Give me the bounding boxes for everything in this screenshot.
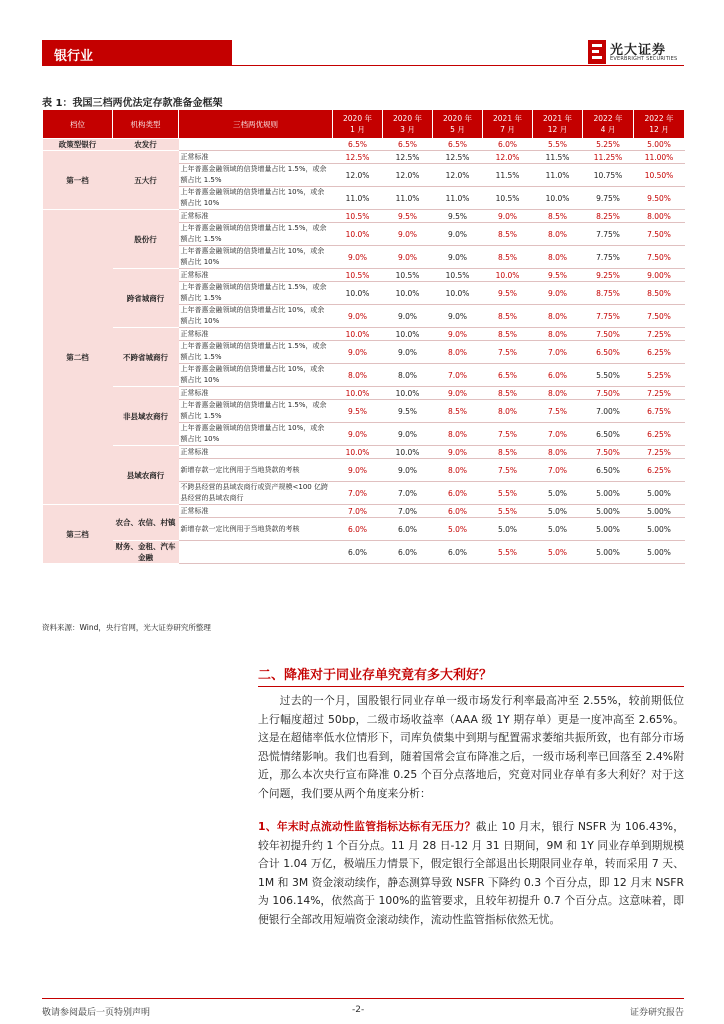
table-row bbox=[43, 139, 685, 151]
value-cell: 5.0% bbox=[533, 518, 583, 541]
table-caption: 表 1：我国三档两优法定存款准备金框架 bbox=[42, 98, 223, 109]
value-cell: 8.0% bbox=[433, 459, 483, 482]
tier-cell: 第一档 bbox=[43, 151, 113, 210]
value-cell: 11.0% bbox=[333, 187, 383, 210]
institution-cell: 股份行 bbox=[113, 210, 179, 269]
value-cell: 6.50% bbox=[583, 341, 634, 364]
value-cell: 6.0% bbox=[483, 139, 533, 151]
footer-report-type: 证券研究报告 bbox=[629, 1008, 684, 1018]
section-title: 二、降准对于同业存单究竟有多大利好？ bbox=[258, 668, 493, 683]
footer-disclaimer: 敬请参阅最后一页特别声明 bbox=[42, 1008, 151, 1018]
value-cell: 5.00% bbox=[634, 505, 685, 518]
value-cell: 7.50% bbox=[634, 223, 685, 246]
column-header: 档位 bbox=[43, 110, 113, 139]
value-cell: 5.5% bbox=[483, 541, 533, 564]
value-cell: 5.00% bbox=[583, 518, 634, 541]
tier-cell: 第二档 bbox=[43, 210, 113, 505]
value-cell: 5.0% bbox=[533, 505, 583, 518]
value-cell: 9.0% bbox=[433, 223, 483, 246]
rule-cell: 正常标准 bbox=[179, 151, 333, 164]
table-row bbox=[43, 210, 685, 223]
value-cell: 9.0% bbox=[333, 305, 383, 328]
rule-cell: 不跨县经营的县域农商行或资产规模<100 亿跨县经营的县域农商行 bbox=[179, 482, 333, 505]
tier-cell: 政策型银行 bbox=[43, 139, 113, 151]
value-cell: 7.50% bbox=[634, 305, 685, 328]
value-cell: 10.75% bbox=[583, 164, 634, 187]
brand-name: 光大证券 bbox=[610, 43, 667, 58]
value-cell: 11.0% bbox=[533, 164, 583, 187]
value-cell: 9.0% bbox=[433, 246, 483, 269]
value-cell: 9.5% bbox=[383, 210, 433, 223]
value-cell: 7.00% bbox=[583, 400, 634, 423]
rule-cell: 上年普惠金融领域的信贷增量占比 10%，或余额占比 10% bbox=[179, 305, 333, 328]
value-cell: 6.25% bbox=[634, 341, 685, 364]
value-cell: 8.5% bbox=[533, 210, 583, 223]
section-tag-bar bbox=[42, 40, 232, 66]
rule-cell bbox=[179, 541, 333, 564]
rule-cell: 新增存款一定比例用于当地贷款的考核 bbox=[179, 459, 333, 482]
table-body bbox=[43, 139, 685, 564]
table-row bbox=[43, 269, 685, 282]
value-cell: 10.5% bbox=[483, 187, 533, 210]
value-cell: 10.0% bbox=[533, 187, 583, 210]
paragraph-2 bbox=[258, 818, 684, 929]
value-cell: 12.5% bbox=[433, 151, 483, 164]
value-cell: 7.25% bbox=[634, 328, 685, 341]
value-cell: 5.5% bbox=[533, 139, 583, 151]
value-cell: 11.5% bbox=[533, 151, 583, 164]
value-cell: 7.50% bbox=[583, 328, 634, 341]
value-cell: 5.25% bbox=[583, 139, 634, 151]
value-cell: 10.0% bbox=[483, 269, 533, 282]
rule-cell: 上年普惠金融领域的信贷增量占比 10%，或余额占比 10% bbox=[179, 423, 333, 446]
value-cell: 9.5% bbox=[483, 282, 533, 305]
value-cell: 11.0% bbox=[433, 187, 483, 210]
value-cell: 8.0% bbox=[533, 328, 583, 341]
column-header: 2022 年 4 月 bbox=[583, 110, 634, 139]
rule-cell: 正常标准 bbox=[179, 387, 333, 400]
value-cell: 5.5% bbox=[483, 505, 533, 518]
value-cell: 8.5% bbox=[433, 400, 483, 423]
rule-cell: 上年普惠金融领域的信贷增量占比 1.5%，或余额占比 1.5% bbox=[179, 341, 333, 364]
value-cell: 11.25% bbox=[583, 151, 634, 164]
value-cell: 10.5% bbox=[333, 210, 383, 223]
value-cell: 10.0% bbox=[383, 446, 433, 459]
value-cell: 11.0% bbox=[383, 187, 433, 210]
value-cell: 6.25% bbox=[634, 459, 685, 482]
value-cell: 8.0% bbox=[533, 446, 583, 459]
institution-cell: 县域农商行 bbox=[113, 446, 179, 505]
value-cell: 9.0% bbox=[483, 210, 533, 223]
value-cell: 9.5% bbox=[533, 269, 583, 282]
value-cell: 8.0% bbox=[533, 305, 583, 328]
value-cell: 7.5% bbox=[483, 459, 533, 482]
value-cell: 6.5% bbox=[433, 139, 483, 151]
value-cell: 11.00% bbox=[634, 151, 685, 164]
value-cell: 6.5% bbox=[383, 139, 433, 151]
paragraph-2-lead: 1、年末时点流动性监管指标达标有无压力？ bbox=[258, 820, 476, 833]
section-rule bbox=[258, 686, 684, 687]
rule-cell: 正常标准 bbox=[179, 210, 333, 223]
value-cell: 5.0% bbox=[533, 541, 583, 564]
value-cell: 12.0% bbox=[383, 164, 433, 187]
value-cell: 6.0% bbox=[533, 364, 583, 387]
value-cell: 5.5% bbox=[483, 482, 533, 505]
value-cell: 6.5% bbox=[483, 364, 533, 387]
value-cell: 7.0% bbox=[333, 482, 383, 505]
rule-cell: 正常标准 bbox=[179, 328, 333, 341]
column-header: 2021 年 12 月 bbox=[533, 110, 583, 139]
value-cell: 8.5% bbox=[483, 305, 533, 328]
value-cell: 9.0% bbox=[333, 246, 383, 269]
tier-cell: 第三档 bbox=[43, 505, 113, 564]
value-cell: 7.75% bbox=[583, 246, 634, 269]
institution-cell: 农发行 bbox=[113, 139, 179, 151]
value-cell: 6.5% bbox=[333, 139, 383, 151]
value-cell: 9.0% bbox=[383, 305, 433, 328]
value-cell: 5.00% bbox=[583, 482, 634, 505]
value-cell: 7.50% bbox=[583, 387, 634, 400]
paragraph-2-body: 截止 10 月末，银行 NSFR 为 106.43%，较年初提升约 1 个百分点。11 月 28 日-12 月 31 日期间，9M 和 1Y 同业存单到期规模合计 1.04 万亿，极端压力情景下，假定银行全部退出长期限同业存单，转而采用 7 天、1M 和 3M 资金滚动续作，静态测算导致 NSFR 下降约 0.3 个百分点，即 12 月末 NSFR 为 106.14%，依然高于 100%的监管要求，且较年初提升 0.7 个百分点。这意味着，即便银行全部改用短端资金滚动续作，流动性监管指标依然无忧。 bbox=[258, 820, 685, 926]
value-cell: 8.0% bbox=[433, 423, 483, 446]
value-cell: 6.0% bbox=[383, 541, 433, 564]
value-cell: 5.00% bbox=[583, 541, 634, 564]
value-cell: 9.00% bbox=[634, 269, 685, 282]
paragraph-1: 过去的一个月，国股银行同业存单一级市场发行利率最高冲至 2.55%，较前期低位上行幅度超过 50bp，二级市场收益率（AAA 级 1Y 期存单）更是一度冲高至 2.65%。这是在超储率低水位情形下，司库负债集中到期与配置需求萎缩共振所致，也有部分市场恐慌情绪影响。我们也看到，随着国常会宣布降准之后，一级市场利率已回落至 2.4%附近，那么本次央行宣布降准 0.25 个百分点落地后，究竟对同业存单有多大利好？对于这个问题，我们要从两个角度来分析： bbox=[258, 694, 684, 800]
value-cell: 9.50% bbox=[634, 187, 685, 210]
value-cell: 7.75% bbox=[583, 305, 634, 328]
column-header: 2021 年 7 月 bbox=[483, 110, 533, 139]
column-header: 2020 年 3 月 bbox=[383, 110, 433, 139]
value-cell: 9.0% bbox=[433, 305, 483, 328]
value-cell: 12.0% bbox=[333, 164, 383, 187]
value-cell: 7.0% bbox=[533, 341, 583, 364]
value-cell: 6.50% bbox=[583, 459, 634, 482]
value-cell: 10.0% bbox=[383, 328, 433, 341]
value-cell: 6.0% bbox=[433, 482, 483, 505]
value-cell: 9.0% bbox=[383, 246, 433, 269]
rule-cell: 上年普惠金融领域的信贷增量占比 1.5%，或余额占比 1.5% bbox=[179, 400, 333, 423]
table-row bbox=[43, 505, 685, 518]
column-header: 2020 年 1 月 bbox=[333, 110, 383, 139]
value-cell: 5.00% bbox=[634, 482, 685, 505]
value-cell: 10.0% bbox=[383, 282, 433, 305]
value-cell: 9.25% bbox=[583, 269, 634, 282]
brand-logo-icon bbox=[588, 40, 606, 64]
value-cell: 5.00% bbox=[634, 541, 685, 564]
value-cell: 10.0% bbox=[383, 387, 433, 400]
value-cell: 9.5% bbox=[433, 210, 483, 223]
table-row bbox=[43, 541, 685, 564]
value-cell: 8.50% bbox=[634, 282, 685, 305]
table-header-row bbox=[43, 110, 685, 139]
table-row bbox=[43, 328, 685, 341]
table-row bbox=[43, 387, 685, 400]
institution-cell: 非县域农商行 bbox=[113, 387, 179, 446]
value-cell: 7.5% bbox=[483, 423, 533, 446]
value-cell: 8.0% bbox=[383, 364, 433, 387]
value-cell: 11.5% bbox=[483, 164, 533, 187]
rule-cell: 上年普惠金融领域的信贷增量占比 1.5%，或余额占比 1.5% bbox=[179, 164, 333, 187]
value-cell: 10.5% bbox=[383, 269, 433, 282]
value-cell: 9.0% bbox=[383, 341, 433, 364]
value-cell: 10.0% bbox=[333, 446, 383, 459]
value-cell: 6.0% bbox=[333, 541, 383, 564]
brand-logo bbox=[588, 38, 688, 66]
value-cell: 6.50% bbox=[583, 423, 634, 446]
column-header: 机构类型 bbox=[113, 110, 179, 139]
value-cell: 7.0% bbox=[533, 423, 583, 446]
value-cell: 7.0% bbox=[383, 505, 433, 518]
value-cell: 8.5% bbox=[483, 223, 533, 246]
value-cell: 8.5% bbox=[483, 328, 533, 341]
value-cell: 8.00% bbox=[634, 210, 685, 223]
rule-cell: 上年普惠金融领域的信贷增量占比 10%，或余额占比 10% bbox=[179, 364, 333, 387]
institution-cell: 不跨省城商行 bbox=[113, 328, 179, 387]
value-cell: 10.5% bbox=[433, 269, 483, 282]
value-cell: 5.00% bbox=[583, 505, 634, 518]
value-cell: 9.5% bbox=[333, 400, 383, 423]
value-cell: 5.00% bbox=[634, 139, 685, 151]
value-cell: 9.0% bbox=[383, 423, 433, 446]
value-cell: 6.0% bbox=[333, 518, 383, 541]
value-cell: 9.0% bbox=[333, 423, 383, 446]
value-cell: 9.75% bbox=[583, 187, 634, 210]
value-cell: 9.5% bbox=[383, 400, 433, 423]
rule-cell: 正常标准 bbox=[179, 446, 333, 459]
value-cell: 8.75% bbox=[583, 282, 634, 305]
footer-rule bbox=[42, 998, 684, 999]
value-cell: 6.0% bbox=[433, 505, 483, 518]
value-cell: 10.0% bbox=[333, 282, 383, 305]
rule-cell: 上年普惠金融领域的信贷增量占比 1.5%，或余额占比 1.5% bbox=[179, 223, 333, 246]
value-cell: 9.0% bbox=[333, 341, 383, 364]
value-cell: 7.0% bbox=[533, 459, 583, 482]
value-cell: 9.0% bbox=[433, 446, 483, 459]
value-cell: 7.0% bbox=[383, 482, 433, 505]
value-cell: 7.50% bbox=[634, 246, 685, 269]
value-cell: 12.0% bbox=[483, 151, 533, 164]
value-cell: 8.5% bbox=[483, 446, 533, 459]
page-number: -2- bbox=[352, 1005, 365, 1015]
value-cell: 5.25% bbox=[634, 364, 685, 387]
column-header: 2020 年 5 月 bbox=[433, 110, 483, 139]
rule-cell: 正常标准 bbox=[179, 505, 333, 518]
table-row bbox=[43, 446, 685, 459]
value-cell: 7.25% bbox=[634, 387, 685, 400]
section-tag: 银行业 bbox=[54, 49, 94, 64]
table-row bbox=[43, 151, 685, 164]
value-cell: 12.5% bbox=[383, 151, 433, 164]
value-cell: 8.5% bbox=[483, 387, 533, 400]
brand-name-en: EVERBRIGHT SECURITIES bbox=[610, 56, 678, 62]
rule-cell: 新增存款一定比例用于当地贷款的考核 bbox=[179, 518, 333, 541]
value-cell: 10.0% bbox=[333, 223, 383, 246]
value-cell: 9.0% bbox=[333, 459, 383, 482]
institution-cell: 五大行 bbox=[113, 151, 179, 210]
value-cell: 12.5% bbox=[333, 151, 383, 164]
value-cell: 10.50% bbox=[634, 164, 685, 187]
column-header: 三档两优规则 bbox=[179, 110, 333, 139]
value-cell: 8.5% bbox=[483, 246, 533, 269]
rule-cell: 正常标准 bbox=[179, 269, 333, 282]
value-cell: 7.5% bbox=[483, 341, 533, 364]
value-cell: 5.0% bbox=[533, 482, 583, 505]
value-cell: 7.50% bbox=[583, 446, 634, 459]
value-cell: 6.0% bbox=[383, 518, 433, 541]
column-header: 2022 年 12 月 bbox=[634, 110, 685, 139]
value-cell: 8.0% bbox=[433, 341, 483, 364]
value-cell: 5.00% bbox=[634, 518, 685, 541]
value-cell: 5.0% bbox=[483, 518, 533, 541]
value-cell: 9.0% bbox=[433, 328, 483, 341]
value-cell: 9.0% bbox=[383, 223, 433, 246]
value-cell: 6.0% bbox=[433, 541, 483, 564]
value-cell: 7.0% bbox=[433, 364, 483, 387]
value-cell: 9.0% bbox=[383, 459, 433, 482]
value-cell: 8.0% bbox=[533, 387, 583, 400]
rule-cell bbox=[179, 139, 333, 151]
value-cell: 7.25% bbox=[634, 446, 685, 459]
value-cell: 6.75% bbox=[634, 400, 685, 423]
value-cell: 8.25% bbox=[583, 210, 634, 223]
value-cell: 8.0% bbox=[533, 246, 583, 269]
institution-cell: 跨省城商行 bbox=[113, 269, 179, 328]
value-cell: 9.0% bbox=[533, 282, 583, 305]
value-cell: 7.5% bbox=[533, 400, 583, 423]
value-cell: 8.0% bbox=[533, 223, 583, 246]
value-cell: 9.0% bbox=[433, 387, 483, 400]
rule-cell: 上年普惠金融领域的信贷增量占比 1.5%，或余额占比 1.5% bbox=[179, 282, 333, 305]
value-cell: 7.75% bbox=[583, 223, 634, 246]
table-source: 资料来源：Wind，央行官网，光大证券研究所整理 bbox=[42, 623, 211, 632]
value-cell: 5.50% bbox=[583, 364, 634, 387]
value-cell: 10.0% bbox=[333, 387, 383, 400]
value-cell: 6.25% bbox=[634, 423, 685, 446]
value-cell: 5.0% bbox=[433, 518, 483, 541]
reserve-ratio-table bbox=[42, 109, 685, 564]
value-cell: 12.0% bbox=[433, 164, 483, 187]
value-cell: 7.0% bbox=[333, 505, 383, 518]
value-cell: 8.0% bbox=[483, 400, 533, 423]
rule-cell: 上年普惠金融领域的信贷增量占比 10%，或余额占比 10% bbox=[179, 187, 333, 210]
value-cell: 10.5% bbox=[333, 269, 383, 282]
rule-cell: 上年普惠金融领域的信贷增量占比 10%，或余额占比 10% bbox=[179, 246, 333, 269]
value-cell: 10.0% bbox=[433, 282, 483, 305]
institution-cell: 农合、农信、村镇 bbox=[113, 505, 179, 541]
value-cell: 10.0% bbox=[333, 328, 383, 341]
institution-cell: 财务、金租、汽车金融 bbox=[113, 541, 179, 564]
value-cell: 8.0% bbox=[333, 364, 383, 387]
